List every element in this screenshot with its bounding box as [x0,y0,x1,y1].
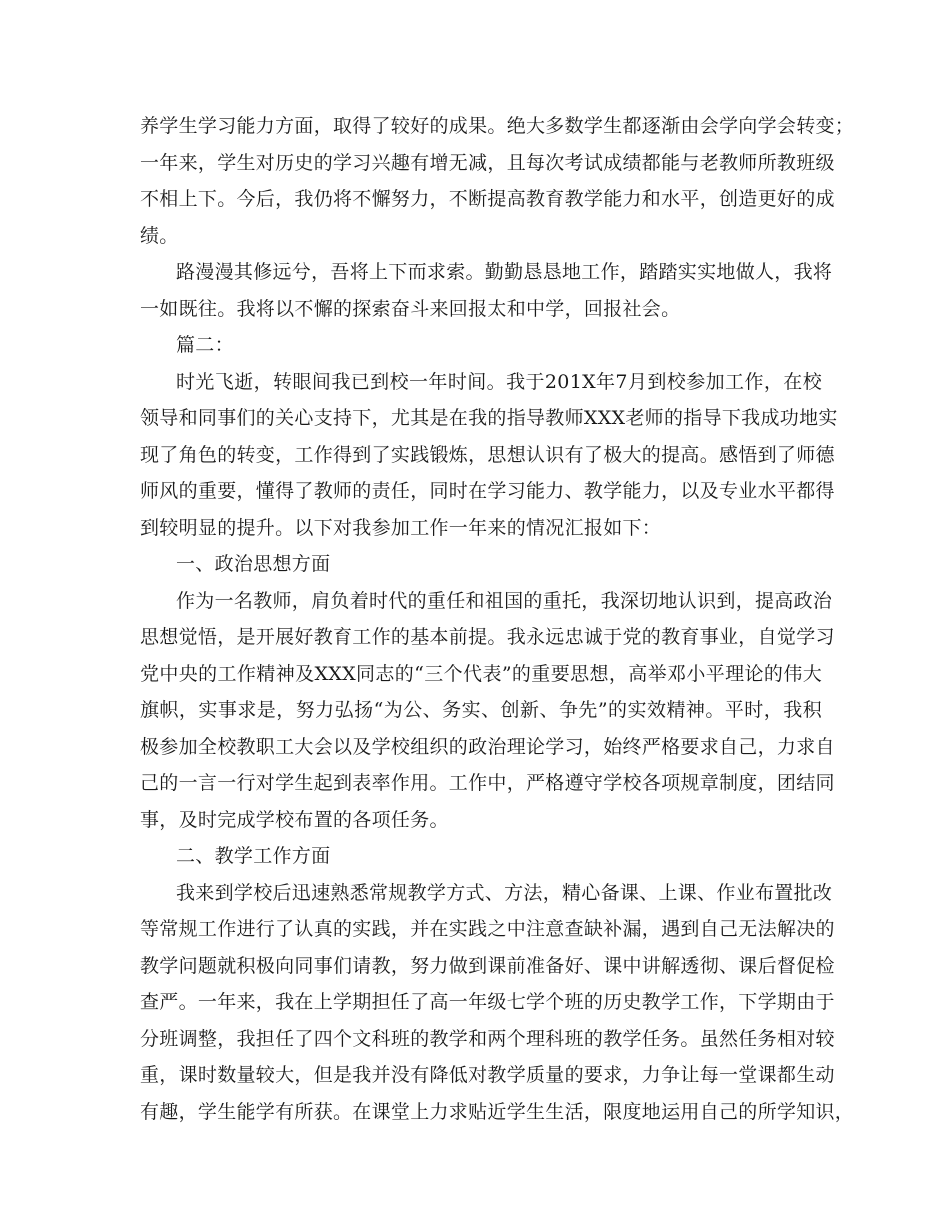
paragraph-first-line: 我来到学校后迅速熟悉常规教学方式、方法，精心备课、上课、作业布置批改 [176,881,833,904]
text-line: 一如既往。我将以不懈的探索奋斗来回报太和中学，回报社会。 [140,297,681,320]
text-line: 师风的重要，懂得了教师的责任，同时在学习能力、教学能力，以及专业水平都得 [140,480,835,502]
paragraph-first-line: 时光飞逝，转眼间我已到校一年时间。我于201X年7月到校参加工作，在校 [176,370,822,393]
text-line: 查严。一年来，我在上学期担任了高一年级七学个班的历史教学工作，下学期由于 [140,991,835,1013]
document-body [140,108,855,1130]
paragraph-first-line: 路漫漫其修远兮，吾将上下而求索。勤勤恳恳地工作，踏踏实实地做人，我将 [176,261,833,283]
paragraph-first-line: 篇二： [176,334,234,356]
text-line: 己的一言一行对学生起到表率作用。工作中，严格遵守学校各项规章制度，团结同 [140,772,835,794]
paragraph-first-line: 二、教学工作方面 [176,845,331,867]
text-line: 一年来，学生对历史的学习兴趣有增无减，且每次考试成绩都能与老教师所教班级 [140,151,835,174]
text-line: 思想觉悟，是开展好教育工作的基本前提。我永远忠诚于党的教育事业，自觉学习 [140,626,835,648]
text-line: 现了角色的转变，工作得到了实践锻炼，思想认识有了极大的提高。感悟到了师德 [140,443,835,466]
text-line: 分班调整，我担任了四个文科班的教学和两个理科班的教学任务。虽然任务相对较 [140,1027,835,1050]
text-line: 有趣，学生能学有所获。在课堂上力求贴近学生生活，限度地运用自己的所学知识， [140,1100,855,1123]
text-line: 等常规工作进行了认真的实践，并在实践之中注意查缺补漏，遇到自己无法解决的 [140,918,835,940]
text-line: 领导和同事们的关心支持下，尤其是在我的指导教师XXX老师的指导下我成功地实 [140,407,838,429]
text-line: 旗帜，实事求是，努力弘扬“为公、务实、创新、争先”的实效精神。平时，我积 [140,699,822,721]
text-line: 绩。 [140,224,179,247]
text-line: 事，及时完成学校布置的各项任务。 [140,808,449,831]
text-line: 养学生学习能力方面，取得了较好的成果。绝大多数学生都逐渐由会学向学会转变； [140,115,855,137]
text-line: 党中央的工作精神及XXX同志的“三个代表”的重要思想，高举邓小平理论的伟大 [140,662,822,685]
text-line: 极参加全校教职工大会以及学校组织的政治理论学习，始终严格要求自己，力求自 [140,735,835,758]
text-line: 教学问题就积极向同事们请教，努力做到课前准备好、课中讲解透彻、课后督促检 [140,954,835,977]
paragraph-first-line: 一、政治思想方面 [176,553,331,575]
text-line: 不相上下。今后，我仍将不懈努力，不断提高教育教学能力和水平，创造更好的成 [140,188,835,210]
text-line: 重，课时数量较大，但是我并没有降低对教学质量的要求，力争让每一堂课都生动 [140,1064,835,1086]
paragraph-first-line: 作为一名教师，肩负着时代的重任和祖国的重托，我深切地认识到，提高政治 [176,589,833,612]
text-line: 到较明显的提升。以下对我参加工作一年来的情况汇报如下： [140,516,662,539]
